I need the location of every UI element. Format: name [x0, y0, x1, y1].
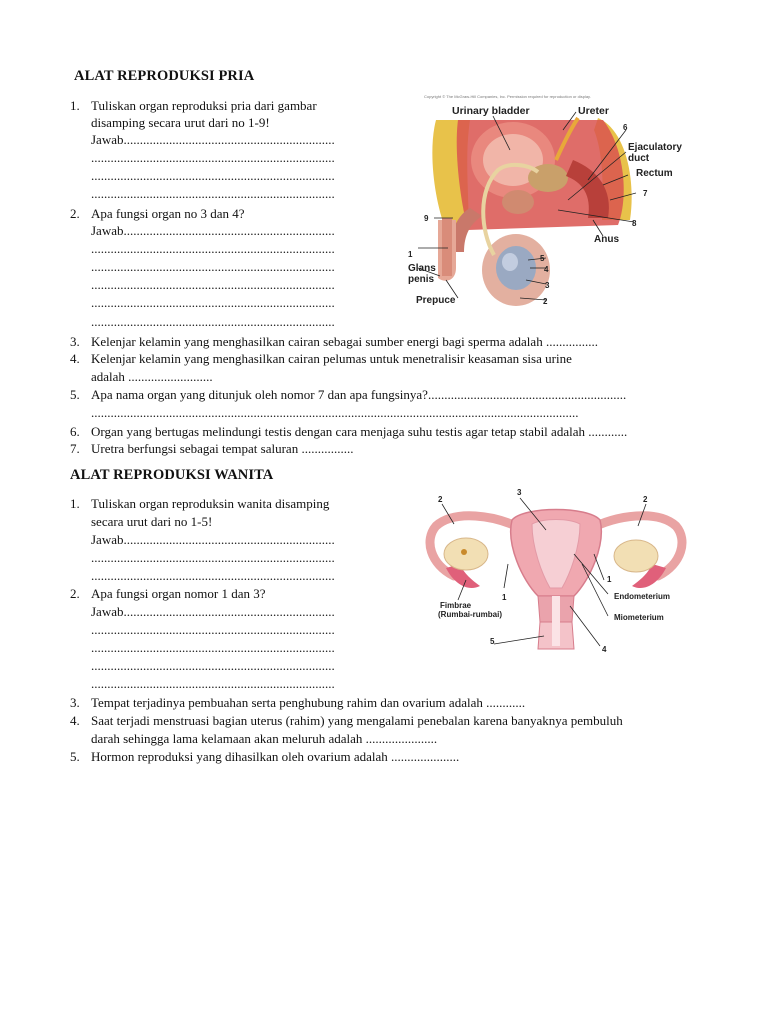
answer-line[interactable]: Jawab.................................................................	[91, 532, 335, 547]
figure-number-9: 9	[424, 214, 429, 223]
question-text: Saat terjadi menstruasi bagian uterus (rahim) yang mengalami penebalan karena banyaknya pembuluh	[91, 713, 623, 728]
answer-line[interactable]: ...........................................................................	[91, 622, 335, 637]
question-number: 6.	[70, 424, 80, 439]
label-endometerium: Endometerium	[614, 592, 671, 601]
figure-number-2: 2	[543, 297, 548, 306]
figure-number-7: 7	[643, 189, 648, 198]
label-duct: duct	[628, 153, 650, 164]
label-rectum: Rectum	[636, 168, 673, 179]
question-text: Tuliskan organ reproduksi pria dari gambar	[91, 98, 317, 113]
figure-number-5: 5	[490, 637, 495, 646]
figure-number-4: 4	[544, 265, 549, 274]
question-text: Uretra berfungsi sebagai tempat saluran ................	[91, 441, 354, 456]
answer-line[interactable]: ...........................................................................	[91, 568, 335, 583]
figure-number-3: 3	[545, 281, 550, 290]
female-section-title: ALAT REPRODUKSI WANITA	[70, 467, 274, 483]
question-text: Tempat terjadinya pembuahan serta penghubung rahim dan ovarium adalah ............	[91, 695, 526, 710]
answer-line[interactable]: Jawab.................................................................	[91, 604, 335, 619]
label-anus: Anus	[594, 234, 619, 245]
question-text: darah sehingga lama kelamaan akan meluruh adalah ......................	[91, 731, 438, 746]
answer-line[interactable]: ...........................................................................	[91, 168, 335, 183]
question-text: Apa nama organ yang ditunjuk oleh nomor 7 dan apa fungsinya?.............................................................	[91, 387, 627, 402]
answer-line[interactable]: ......................................................................................................................................................	[91, 405, 579, 420]
figure-number-2: 2	[438, 495, 443, 504]
question-text: adalah ..........................	[91, 369, 213, 384]
answer-line[interactable]: ...........................................................................	[91, 295, 335, 310]
answer-line[interactable]: ...........................................................................	[91, 640, 335, 655]
answer-line[interactable]: ...........................................................................	[91, 676, 335, 691]
female-reproductive-figure	[414, 484, 698, 654]
male-reproductive-figure	[398, 90, 690, 312]
question-number: 1.	[70, 98, 80, 113]
question-number: 4.	[70, 351, 80, 366]
copyright-note: Copyright © The McGraw-Hill Companies, Inc. Permission required for reproduction or display.	[424, 94, 591, 99]
label-glans: Glans	[408, 263, 436, 274]
male-section-title: ALAT REPRODUKSI PRIA	[74, 68, 255, 84]
figure-number-5: 5	[540, 254, 545, 263]
answer-line[interactable]: ...........................................................................	[91, 241, 335, 256]
answer-line[interactable]: Jawab.................................................................	[91, 132, 335, 147]
answer-line[interactable]: ...........................................................................	[91, 277, 335, 292]
question-text: Tuliskan organ reproduksin wanita disamping	[91, 496, 330, 511]
label-penis: penis	[408, 274, 435, 285]
label-ureter: Ureter	[578, 105, 609, 117]
question-number: 5.	[70, 749, 80, 764]
figure-number-1: 1	[408, 250, 413, 259]
question-text: Kelenjar kelamin yang menghasilkan cairan sebagai sumber energi bagi sperma adalah ................	[91, 334, 598, 349]
answer-line[interactable]: ...........................................................................	[91, 658, 335, 673]
label-rumbai: (Rumbai-rumbai)	[438, 610, 502, 619]
label-miometerium: Miometerium	[614, 613, 664, 622]
figure-number-1: 1	[502, 593, 507, 602]
figure-number-8: 8	[632, 219, 637, 228]
answer-line[interactable]: ...........................................................................	[91, 314, 335, 329]
question-number: 5.	[70, 387, 80, 402]
question-number: 1.	[70, 496, 80, 511]
figure-number-1: 1	[607, 575, 612, 584]
answer-line[interactable]: ...........................................................................	[91, 150, 335, 165]
question-text: Apa fungsi organ nomor 1 dan 3?	[91, 586, 266, 601]
question-number: 7.	[70, 441, 80, 456]
question-number: 3.	[70, 695, 80, 710]
question-number: 4.	[70, 713, 80, 728]
figure-number-4: 4	[602, 645, 607, 654]
question-number: 2.	[70, 206, 80, 221]
label-prepuce: Prepuce	[416, 295, 456, 306]
question-number: 2.	[70, 586, 80, 601]
answer-line[interactable]: ...........................................................................	[91, 259, 335, 274]
label-ejaculatory: Ejaculatory	[628, 142, 682, 153]
figure-number-6: 6	[623, 123, 628, 132]
question-number: 3.	[70, 334, 80, 349]
figure-number-2: 2	[643, 495, 648, 504]
question-text: Kelenjar kelamin yang menghasilkan cairan pelumas untuk menetralisir keasaman sisa urine	[91, 351, 572, 366]
answer-line[interactable]: ...........................................................................	[91, 550, 335, 565]
answer-line[interactable]: ...........................................................................	[91, 186, 335, 201]
label-fimbrae: Fimbrae	[440, 601, 472, 610]
label-urinary-bladder: Urinary bladder	[452, 105, 530, 117]
question-text: Hormon reproduksi yang dihasilkan oleh ovarium adalah .....................	[91, 749, 460, 764]
question-text: Organ yang bertugas melindungi testis dengan cara menjaga suhu testis agar tetap stabil adalah ............	[91, 424, 628, 439]
question-text: disamping secara urut dari no 1-9!	[91, 115, 270, 130]
question-text: Apa fungsi organ no 3 dan 4?	[91, 206, 245, 221]
answer-line[interactable]: Jawab.................................................................	[91, 223, 335, 238]
figure-number-3: 3	[517, 488, 522, 497]
question-text: secara urut dari no 1-5!	[91, 514, 213, 529]
